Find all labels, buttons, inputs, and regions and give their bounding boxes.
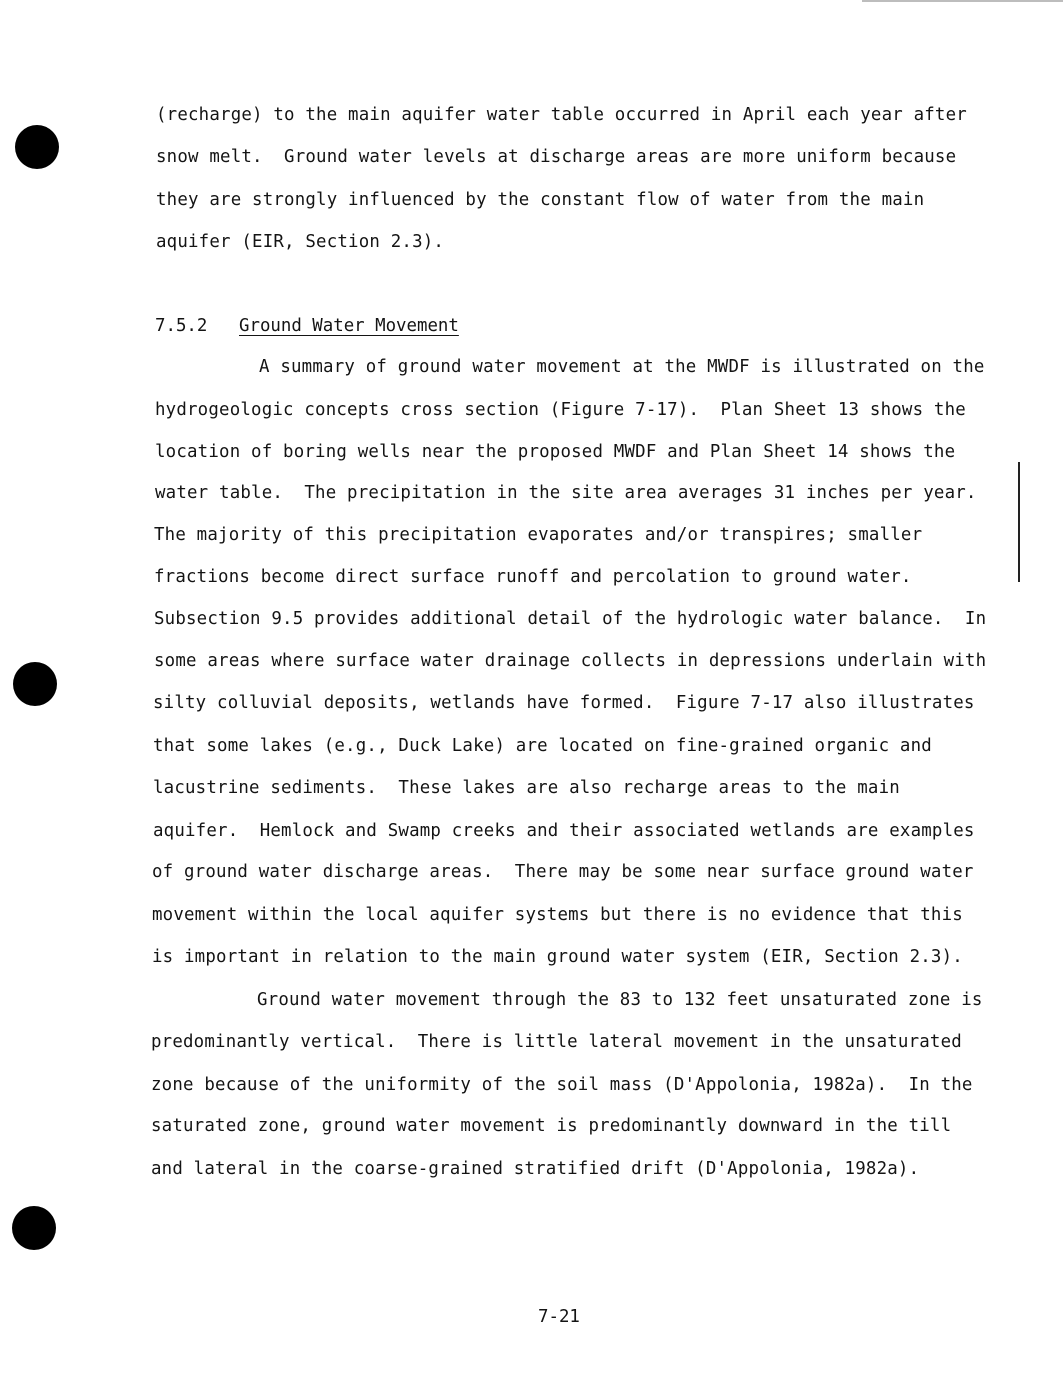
text-line: predominantly vertical. There is little lateral movement in the unsaturated	[151, 1032, 962, 1052]
text-line: aquifer. Hemlock and Swamp creeks and their associated wetlands are examples	[153, 821, 975, 841]
text-line: silty colluvial deposits, wetlands have formed. Figure 7-17 also illustrates	[153, 693, 975, 713]
text-line: location of boring wells near the proposed MWDF and Plan Sheet 14 shows the	[155, 442, 956, 462]
punch-hole-middle	[13, 662, 57, 706]
text-line: they are strongly influenced by the constant flow of water from the main	[156, 190, 925, 210]
text-line: water table. The precipitation in the site area averages 31 inches per year.	[155, 483, 977, 503]
text-line: Ground water movement through the 83 to 132 feet unsaturated zone is	[257, 990, 983, 1010]
text-line: lacustrine sediments. These lakes are also recharge areas to the main	[153, 778, 900, 798]
text-line: Subsection 9.5 provides additional detail of the hydrologic water balance. In	[154, 609, 987, 629]
section-title: Ground Water Movement	[239, 316, 459, 336]
text-line: zone because of the uniformity of the soil mass (D'Appolonia, 1982a). In the	[151, 1075, 973, 1095]
text-line: that some lakes (e.g., Duck Lake) are located on fine-grained organic and	[153, 736, 932, 756]
text-line: fractions become direct surface runoff and percolation to ground water.	[154, 567, 912, 587]
section-number: 7.5.2	[155, 316, 208, 336]
page-number: 7-21	[538, 1307, 580, 1327]
punch-hole-bottom	[12, 1206, 56, 1250]
text-line: A summary of ground water movement at the MWDF is illustrated on the	[259, 357, 985, 377]
text-line: and lateral in the coarse-grained stratified drift (D'Appolonia, 1982a).	[151, 1159, 920, 1179]
text-line: saturated zone, ground water movement is predominantly downward in the till	[151, 1116, 952, 1136]
scan-edge-rule	[862, 0, 1063, 2]
text-line: some areas where surface water drainage collects in depressions underlain with	[154, 651, 987, 671]
text-line: hydrogeologic concepts cross section (Figure 7-17). Plan Sheet 13 shows the	[155, 400, 966, 420]
text-line: (recharge) to the main aquifer water table occurred in April each year after	[156, 105, 967, 125]
text-line: is important in relation to the main ground water system (EIR, Section 2.3).	[152, 947, 963, 967]
text-line: of ground water discharge areas. There may be some near surface ground water	[152, 862, 974, 882]
text-line: movement within the local aquifer systems but there is no evidence that this	[152, 905, 963, 925]
punch-hole-top	[15, 125, 59, 169]
text-line: aquifer (EIR, Section 2.3).	[156, 232, 445, 252]
text-line: The majority of this precipitation evaporates and/or transpires; smaller	[154, 525, 923, 545]
text-line: snow melt. Ground water levels at discharge areas are more uniform because	[156, 147, 957, 167]
revision-margin-bar	[1018, 462, 1020, 582]
